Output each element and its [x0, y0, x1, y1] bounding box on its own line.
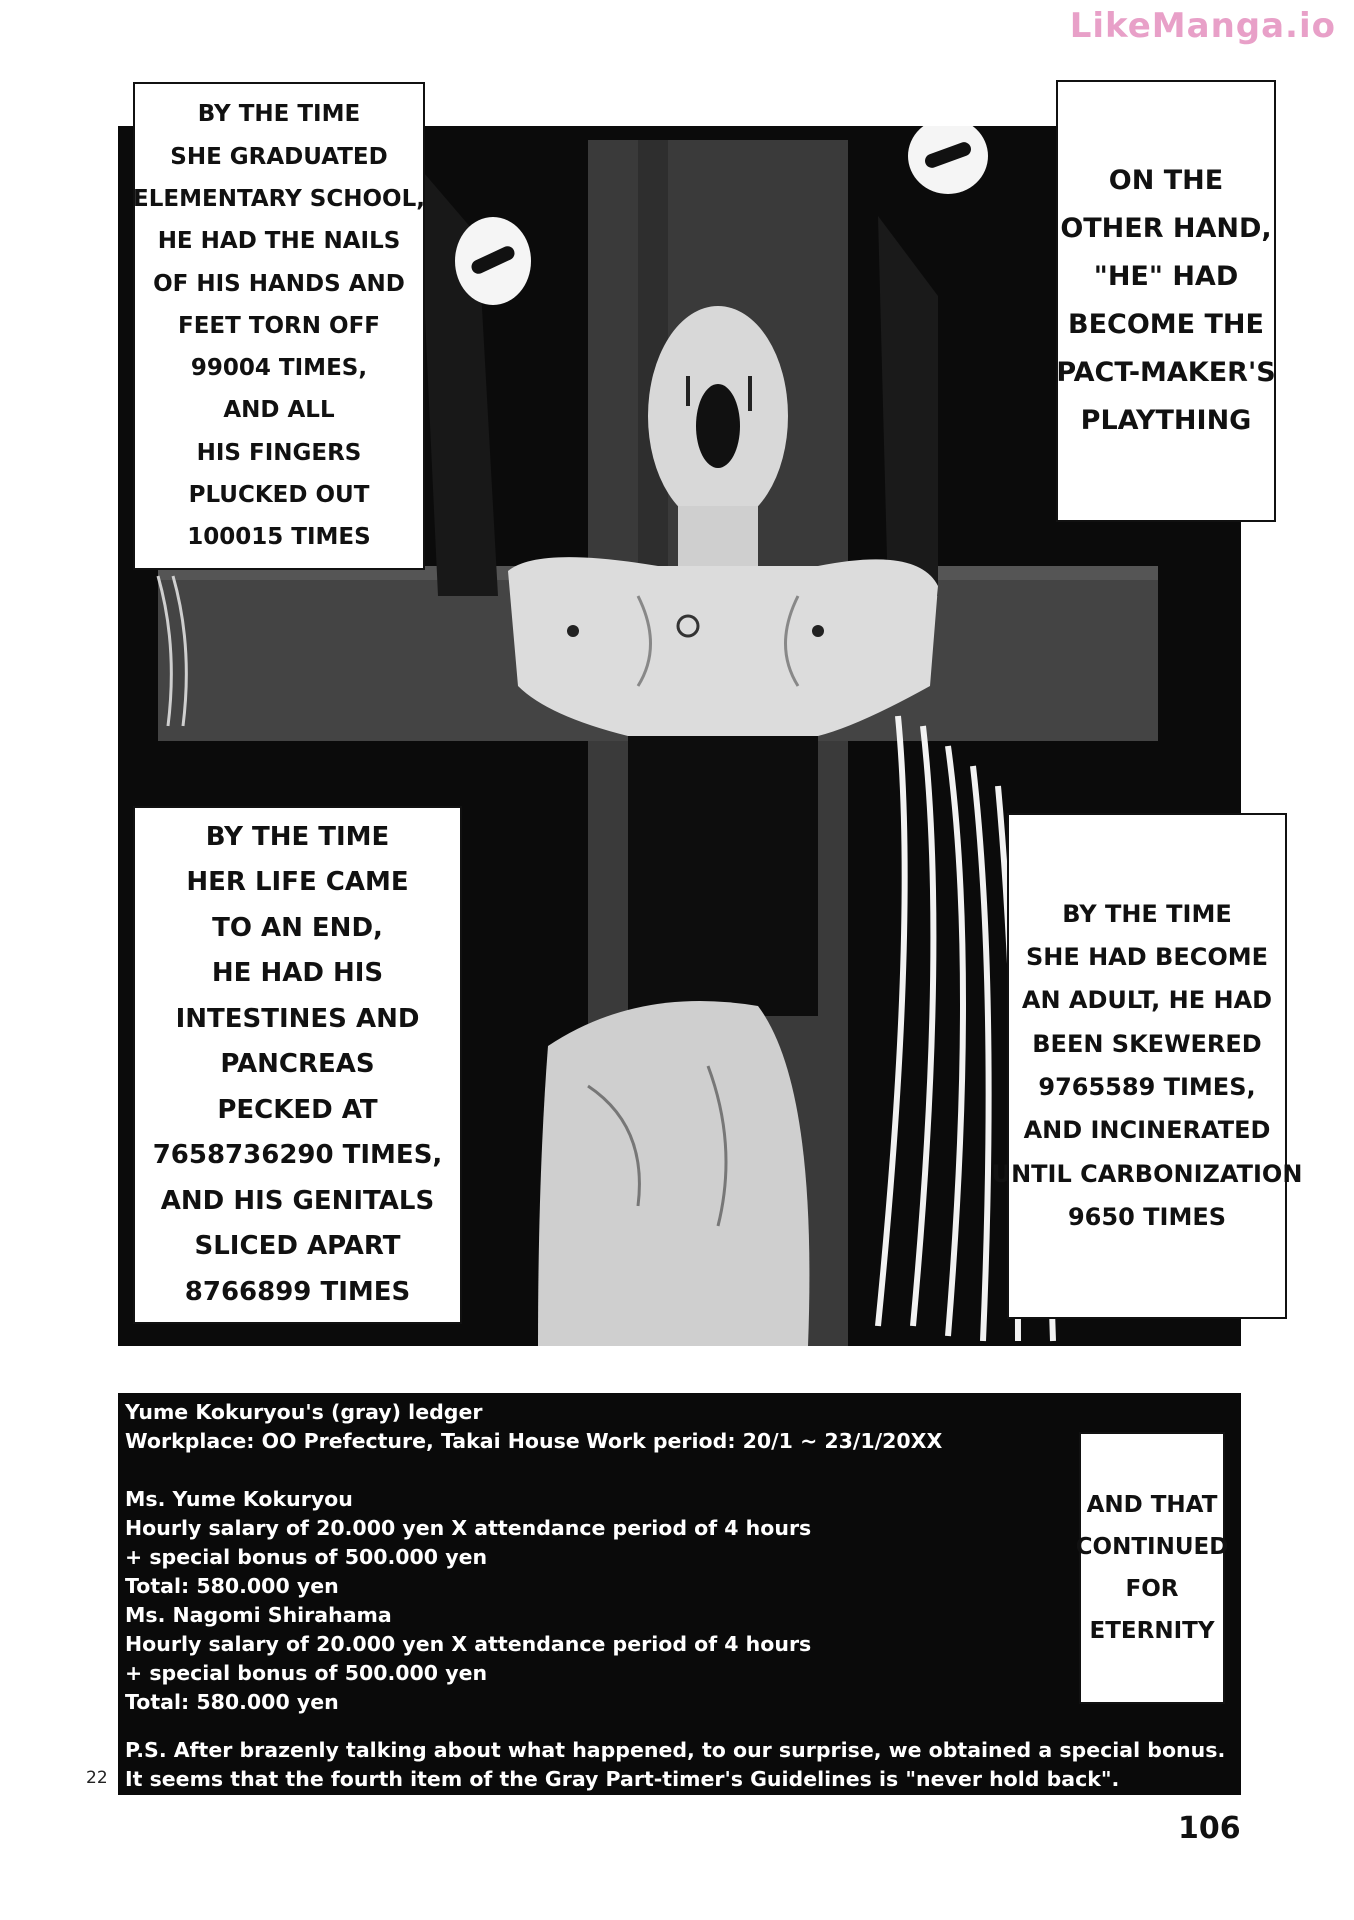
ledger-person-1-bonus: + special bonus of 500.000 yen — [125, 1545, 488, 1569]
caption-line: FEET TORN OFF — [177, 312, 380, 339]
caption-line: 100015 TIMES — [187, 524, 371, 551]
ledger-work-period: Work period: 20/1 ~ 23/1/20XX — [586, 1429, 943, 1453]
page-number: 106 — [1178, 1811, 1241, 1846]
caption-line: "HE" HAD — [1093, 261, 1239, 292]
caption-line: PLUCKED OUT — [188, 482, 370, 509]
caption-line: SHE GRADUATED — [170, 143, 388, 170]
caption-line: HE HAD HIS — [211, 958, 384, 989]
ledger-title: Yume Kokuryou's (gray) ledger — [125, 1400, 483, 1424]
ledger-box — [118, 1393, 1241, 1795]
caption-line: AND INCINERATED — [1023, 1116, 1271, 1145]
caption-line: PANCREAS — [220, 1049, 375, 1080]
caption-line: SLICED APART — [194, 1231, 401, 1262]
caption-ledger-side — [1075, 1432, 1229, 1704]
caption-line: OF HIS HANDS AND — [153, 270, 405, 297]
caption-line: HER LIFE CAME — [186, 867, 409, 898]
caption-line: OTHER HAND, — [1060, 213, 1272, 244]
caption-line: 9650 TIMES — [1067, 1202, 1226, 1231]
caption-line: AND THAT — [1086, 1492, 1218, 1518]
caption-line: 9765589 TIMES, — [1038, 1073, 1256, 1101]
site-watermark: LikeManga.io — [1069, 6, 1336, 46]
caption-line: 8766899 TIMES — [184, 1276, 411, 1307]
caption-bottom-right — [991, 813, 1303, 1319]
ledger-ps-line-1: P.S. After brazenly talking about what happened, to our surprise, we obtained a special bonus. — [125, 1738, 1226, 1762]
caption-line: AND ALL — [223, 397, 335, 424]
caption-line: HIS FINGERS — [196, 439, 362, 466]
caption-line: PACT-MAKER'S — [1056, 357, 1276, 388]
side-page-number: 22 — [86, 1768, 108, 1788]
ledger-ps-line-2: It seems that the fourth item of the Gray Part-timer's Guidelines is "never hold back". — [125, 1767, 1120, 1791]
ledger-person-2: Ms. Nagomi Shirahama — [125, 1603, 392, 1627]
caption-top-right — [1056, 80, 1276, 522]
caption-line: ETERNITY — [1089, 1618, 1215, 1644]
caption-line: PECKED AT — [217, 1094, 378, 1125]
caption-line: BEEN SKEWERED — [1032, 1029, 1262, 1058]
caption-line: BECOME THE — [1068, 309, 1264, 340]
caption-line: ELEMENTARY SCHOOL, — [133, 185, 425, 212]
caption-line: UNTIL CARBONIZATION — [991, 1159, 1303, 1188]
caption-line: INTESTINES AND — [175, 1003, 420, 1034]
caption-line: BY THE TIME — [1062, 899, 1232, 928]
ledger-person-2-bonus: + special bonus of 500.000 yen — [125, 1661, 488, 1685]
caption-line: HE HAD THE NAILS — [157, 228, 401, 255]
ledger-person-1: Ms. Yume Kokuryou — [125, 1487, 353, 1511]
ledger-person-1-salary: Hourly salary of 20.000 yen X attendance period of 4 hours — [125, 1516, 812, 1540]
caption-line: PLAYTHING — [1080, 405, 1252, 436]
ledger-person-1-total: Total: 580.000 yen — [125, 1574, 339, 1598]
caption-line: ON THE — [1108, 165, 1224, 196]
ledger-person-2-salary: Hourly salary of 20.000 yen X attendance period of 4 hours — [125, 1632, 812, 1656]
caption-line: BY THE TIME — [205, 821, 390, 852]
caption-line: 7658736290 TIMES, — [152, 1140, 443, 1171]
ledger-person-2-total: Total: 580.000 yen — [125, 1690, 339, 1714]
caption-line: FOR — [1125, 1576, 1179, 1602]
caption-line: TO AN END, — [212, 912, 383, 943]
caption-line: AN ADULT, HE HAD — [1021, 986, 1273, 1015]
caption-line: SHE HAD BECOME — [1025, 943, 1269, 972]
caption-top-left — [133, 82, 425, 570]
caption-line: CONTINUED — [1075, 1534, 1229, 1560]
caption-line: BY THE TIME — [197, 101, 361, 128]
caption-line: AND HIS GENITALS — [160, 1185, 435, 1216]
caption-bottom-left — [133, 806, 462, 1324]
ledger-workplace: Workplace: OO Prefecture, Takai House — [125, 1429, 580, 1453]
caption-line: 99004 TIMES, — [190, 355, 368, 382]
